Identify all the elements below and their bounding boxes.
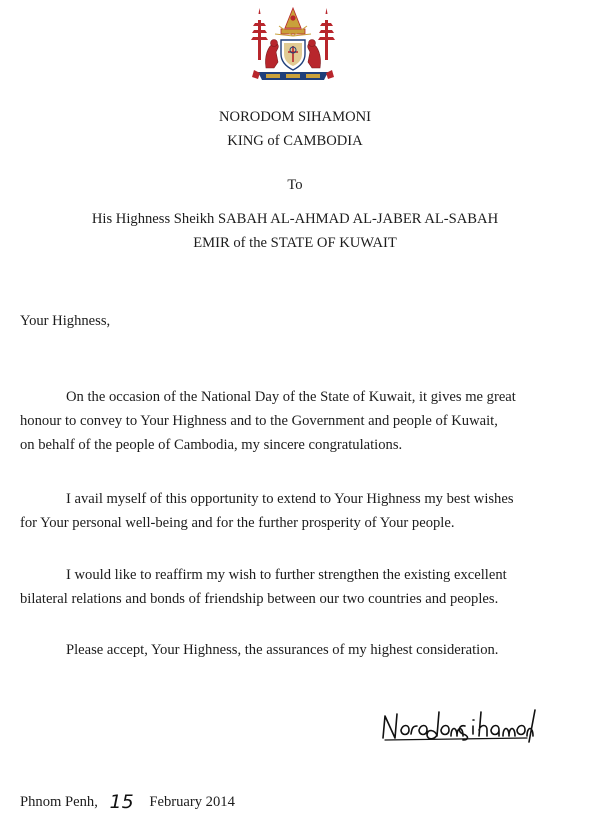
paragraph-line: I avail myself of this opportunity to extend to Your Highness my best wishes — [66, 491, 514, 507]
paragraph-line: for Your personal well-being and for the further prosperity of Your people. — [20, 515, 455, 531]
dateline-day: 15 — [109, 791, 134, 813]
dateline-month-year: February 2014 — [149, 794, 235, 810]
paragraph-line: Please accept, Your Highness, the assurances of my highest consideration. — [66, 642, 499, 658]
paragraph-closing — [20, 638, 576, 662]
paragraph-congratulations — [20, 385, 576, 457]
paragraph-line: I would like to reaffirm my wish to further strengthen the existing excellent — [66, 567, 507, 583]
royal-coat-of-arms-icon — [244, 6, 342, 86]
recipient-title: EMIR of the STATE OF KUWAIT — [193, 235, 397, 251]
paragraph-line: on behalf of the people of Cambodia, my sincere congratulations. — [20, 437, 403, 453]
recipient-name: His Highness Sheikh SABAH AL-AHMAD AL-JABER AL-SABAH — [91, 211, 499, 227]
handwritten-signature — [377, 706, 537, 744]
paragraph-line: honour to convey to Your Highness and to the Government and people of Kuwait, — [20, 413, 498, 429]
dateline — [20, 790, 235, 815]
sender-name: NORODOM SIHAMONI — [218, 109, 372, 125]
paragraph-relations — [20, 563, 576, 611]
dateline-place: Phnom Penh, — [20, 794, 98, 810]
paragraph-best-wishes — [20, 487, 576, 535]
paragraph-line: bilateral relations and bonds of friendship between our two countries and peoples. — [20, 591, 499, 607]
sender-title: KING of CAMBODIA — [227, 133, 363, 149]
paragraph-line: On the occasion of the National Day of the State of Kuwait, it gives me great — [66, 389, 516, 405]
salutation: Your Highness, — [20, 313, 111, 329]
to-label: To — [287, 177, 303, 193]
